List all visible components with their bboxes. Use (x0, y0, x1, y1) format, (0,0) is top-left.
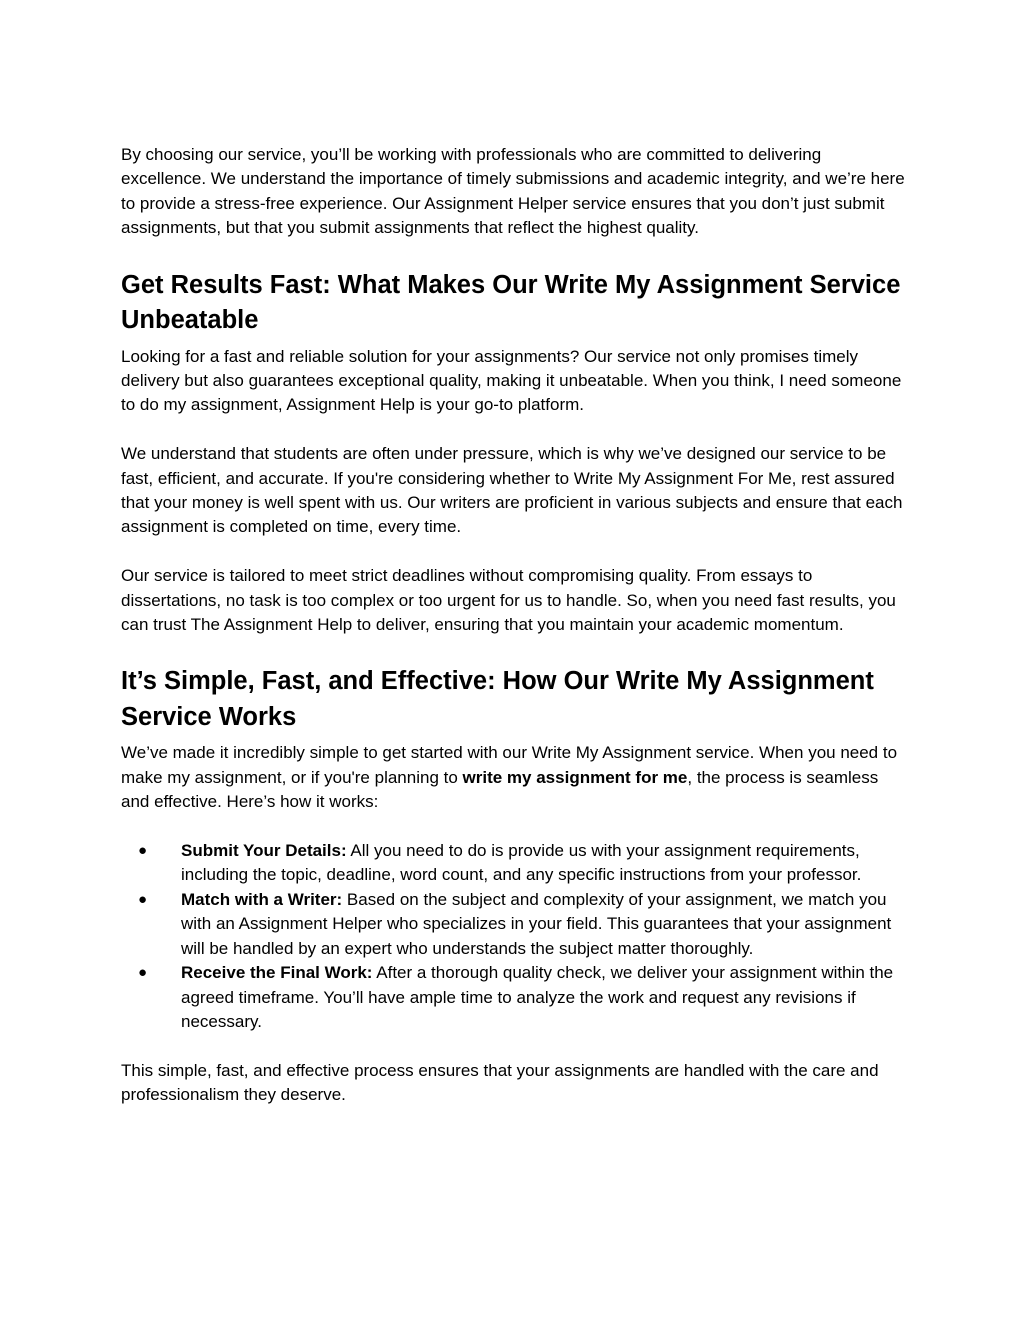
bullet-icon: ● (138, 890, 148, 908)
lead-text-before: We’ve made it incredibly simple to get started with our Write My Assignment service. When you need to make my assignment, or if you're planning to (121, 743, 898, 787)
step-title: Match with a Writer: (181, 889, 343, 909)
step-text: After a thorough quality check, we deliver your assignment within the agreed timeframe. You’ll have ample time to analyze the work and request any revisions if necessary. (181, 963, 894, 1031)
section2-lead-paragraph (121, 741, 906, 814)
closing-paragraph: This simple, fast, and effective process ensures that your assignments are handled with the care and professionalism they deserve. (121, 1060, 879, 1105)
bullet-icon: ● (138, 842, 148, 860)
step-title: Receive the Final Work: (181, 963, 373, 983)
intro-paragraph: By choosing our service, you’ll be working with professionals who are committed to delivering excellence. We understand the importance of timely submissions and academic integrity, and we’re here to provide a stress-free experience. Our Assignment Helper service ensures that you don’t just submit assignments, but that you submit assignments that reflect the highest quality. (121, 145, 905, 238)
step-title: Submit Your Details: (181, 841, 347, 861)
step-text: All you need to do is provide us with your assignment requirements, including the topic, deadline, word count, and any specific instructions from your professor. (181, 841, 862, 885)
section1-paragraph-1: Looking for a fast and reliable solution for your assignments? Our service not only promises timely delivery but also guarantees exceptional quality, making it unbeatable. When you think, I need someone to do my assignment, Assignment Help is your go-to platform. (121, 346, 902, 415)
bullet-icon: ● (138, 964, 148, 982)
list-item (121, 961, 906, 1034)
section1-paragraph-2: We understand that students are often under pressure, which is why we’ve designed our service to be fast, efficient, and accurate. If you're considering whether to Write My Assignment For Me, rest assured that your money is well spent with us. Our writers are proficient in various subjects and ensure that each assignment is completed on time, every time. (121, 444, 903, 537)
lead-bold-keyword: write my assignment for me (462, 767, 688, 787)
step-text: Based on the subject and complexity of your assignment, we match you with an Assignment Helper who specializes in your field. This guarantees that your assignment will be handled by an expert who understands the subject matter thoroughly. (181, 889, 892, 958)
list-item (121, 888, 906, 961)
document-page (121, 143, 906, 1108)
section1-paragraph-3: Our service is tailored to meet strict deadlines without compromising quality. From essays to dissertations, no task is too complex or too urgent for us to handle. So, when you need fast results, you can trust The Assignment Help to deliver, ensuring that you maintain your academic momentum. (121, 566, 896, 635)
steps-list (121, 839, 906, 1034)
lead-text-after: , the process is seamless and effective. Here’s how it works: (121, 767, 879, 812)
section-heading-how-it-works: It’s Simple, Fast, and Effective: How Our Write My Assignment Service Works (121, 667, 874, 731)
list-item (121, 839, 906, 888)
section-heading-get-results-fast: Get Results Fast: What Makes Our Write My Assignment Service Unbeatable (121, 270, 901, 335)
